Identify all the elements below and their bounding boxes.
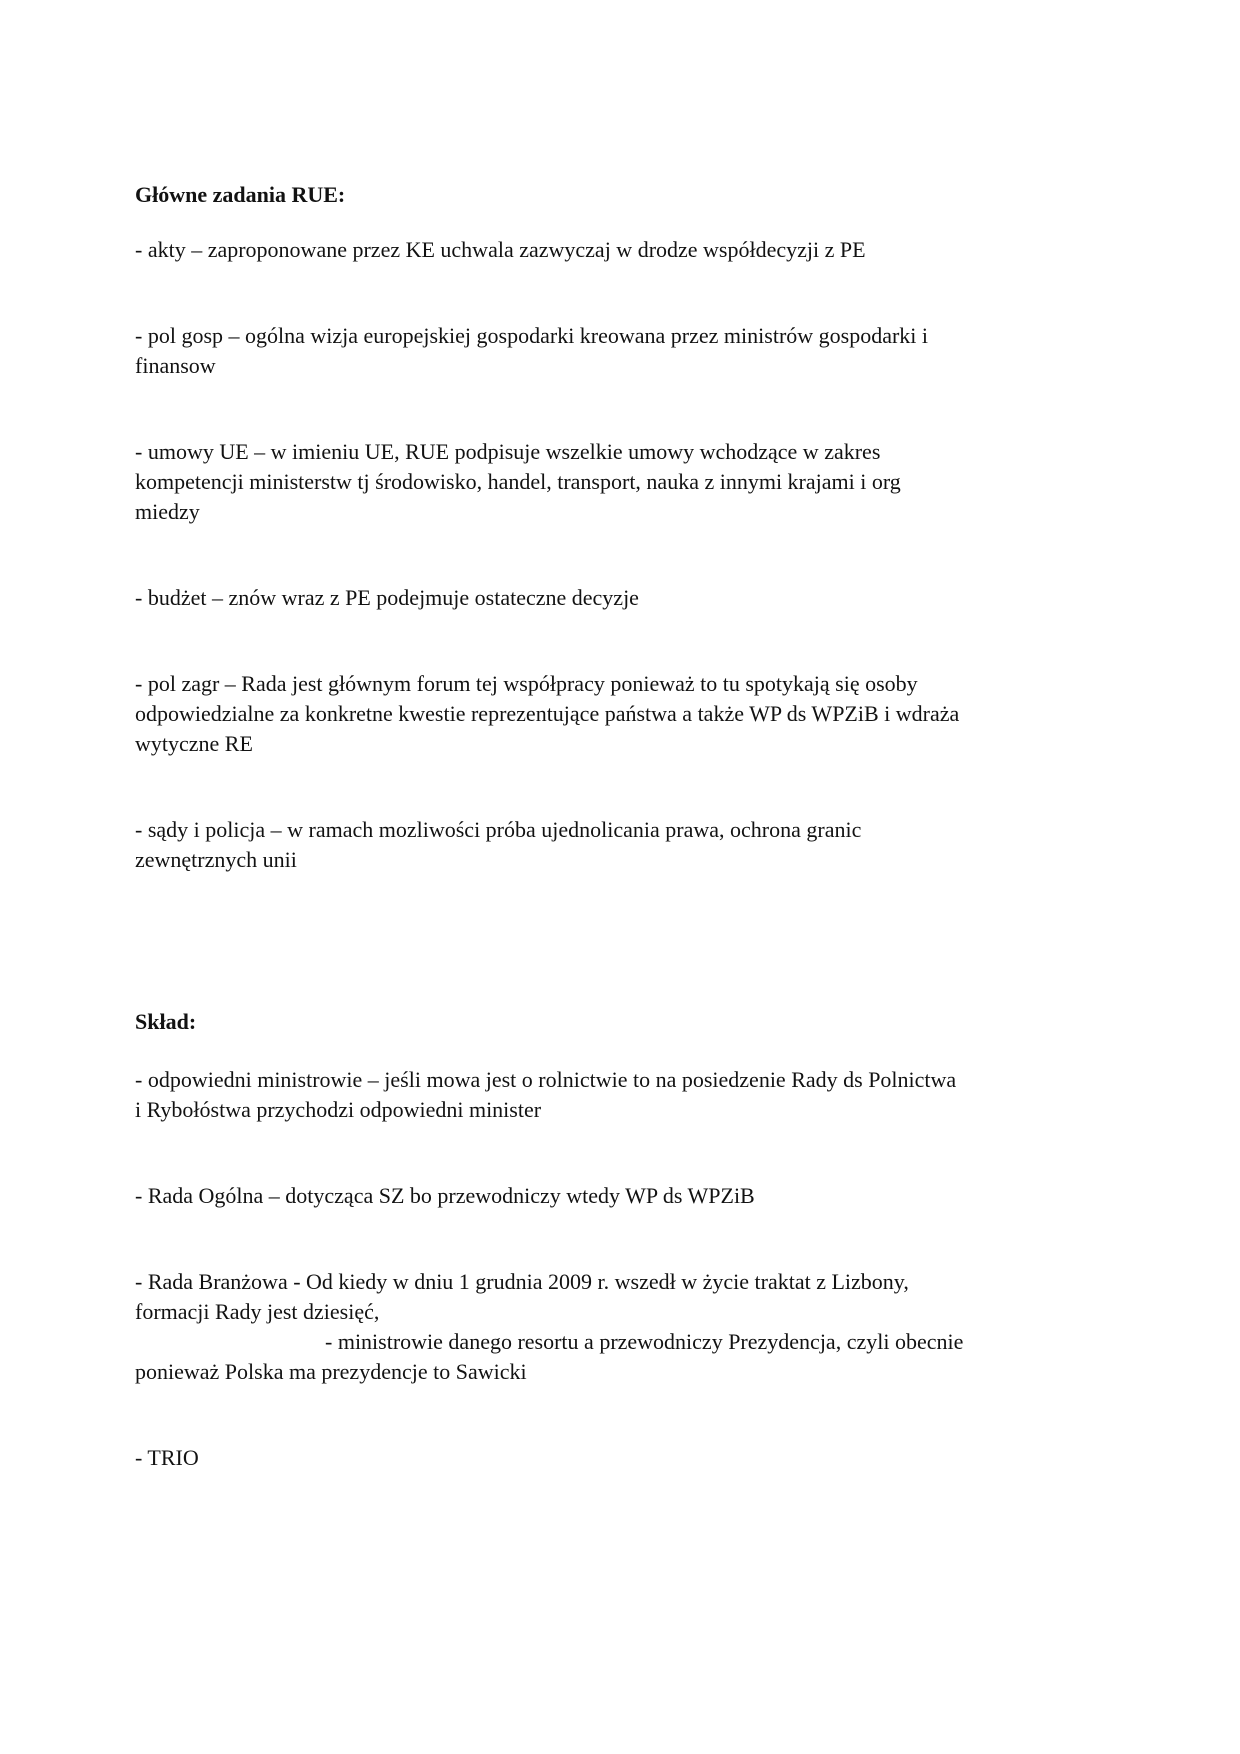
paragraph-pol-gosp: [135, 321, 1120, 381]
paragraph-sady-i-policja: [135, 815, 1120, 875]
paragraph-pol-zagr: [135, 669, 1120, 759]
text-line: i Rybołóstwa przychodzi odpowiedni minister: [135, 1097, 542, 1122]
text-line: - pol gosp – ogólna wizja europejskiej gospodarki kreowana przez ministrów gospodarki i: [135, 323, 929, 348]
text-line: - budżet – znów wraz z PE podejmuje ostateczne decyzje: [135, 585, 639, 610]
text-line-indented: - ministrowie danego resortu a przewodniczy Prezydencja, czyli obecnie: [325, 1329, 964, 1354]
paragraph-rada-ogolna: [135, 1181, 1120, 1211]
text-line: - TRIO: [135, 1445, 199, 1470]
paragraph-budzet: [135, 583, 1120, 613]
text-line: wytyczne RE: [135, 731, 253, 756]
paragraph-odpowiedni-ministrowie: [135, 1065, 1120, 1125]
text-line: - pol zagr – Rada jest głównym forum tej współpracy ponieważ to tu spotykają się osoby: [135, 671, 918, 696]
paragraph-umowy-ue: [135, 437, 1120, 527]
text-line: - sądy i policja – w ramach mozliwości próba ujednolicania prawa, ochrona granic: [135, 817, 862, 842]
paragraph-akty: [135, 235, 1120, 265]
section-heading-glowne-zadania-rue: Główne zadania RUE:: [135, 182, 346, 207]
paragraph-rada-branzowa: [135, 1267, 1120, 1387]
text-line: finansow: [135, 353, 216, 378]
text-line: ponieważ Polska ma prezydencje to Sawicki: [135, 1359, 527, 1384]
text-line: zewnętrznych unii: [135, 847, 297, 872]
text-line: kompetencji ministerstw tj środowisko, handel, transport, nauka z innymi krajami i org: [135, 469, 901, 494]
text-line: - Rada Ogólna – dotycząca SZ bo przewodniczy wtedy WP ds WPZiB: [135, 1183, 755, 1208]
text-line: - odpowiedni ministrowie – jeśli mowa jest o rolnictwie to na posiedzenie Rady ds Polnictwa: [135, 1067, 957, 1092]
text-line: formacji Rady jest dziesięć,: [135, 1299, 380, 1324]
paragraph-trio: [135, 1443, 1120, 1473]
text-line: miedzy: [135, 499, 200, 524]
text-line: - Rada Branżowa - Od kiedy w dniu 1 grudnia 2009 r. wszedł w życie traktat z Lizbony,: [135, 1269, 909, 1294]
text-line: odpowiedzialne za konkretne kwestie reprezentujące państwa a także WP ds WPZiB i wdraża: [135, 701, 960, 726]
text-line: - akty – zaproponowane przez KE uchwala zazwyczaj w drodze współdecyzji z PE: [135, 237, 866, 262]
text-line: - umowy UE – w imieniu UE, RUE podpisuje wszelkie umowy wchodzące w zakres: [135, 439, 881, 464]
section-heading-sklad: Skład:: [135, 1009, 197, 1034]
